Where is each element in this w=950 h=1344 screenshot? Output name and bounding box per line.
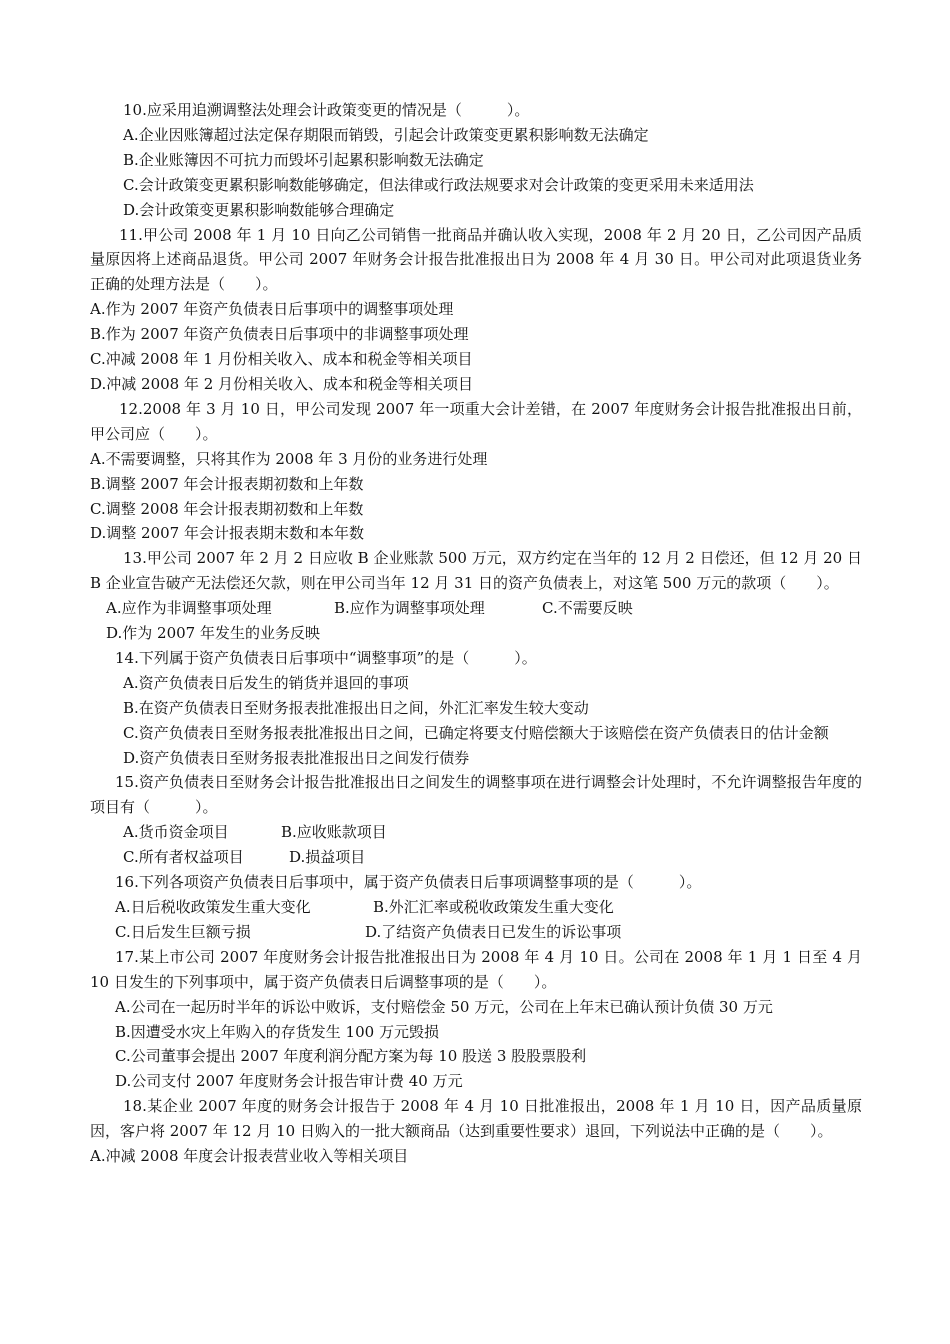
question-15-option-b: B.应收账款项目 (281, 823, 387, 842)
question-15-option-a: A.货币资金项目 (123, 823, 229, 842)
question-13-option-c: C.不需要反映 (542, 599, 633, 618)
question-12-stem: 12.2008 年 3 月 10 日，甲公司发现 2007 年一项重大会计差错，在 2007 年度财务会计报告批准报出日前，甲公司应（ ）。 (90, 399, 862, 443)
question-11-option-a: A.作为 2007 年资产负债表日后事项中的调整事项处理 (90, 300, 454, 319)
question-14-option-c: C.资产负债表日至财务报表批准报出日之间，已确定将要支付赔偿额大于该赔偿在资产负债表日的估计金额 (123, 723, 829, 742)
question-13-options-row (90, 596, 862, 621)
question-18-stem: 18.某企业 2007 年度的财务会计报告于 2008 年 4 月 10 日批准报出，2008 年 1 月 10 日，因产品质量原因，客户将 2007 年 12 月 10 日购入的一批大额商品（达到重要性要求）退回，下列说法中正确的是（ ）。 (90, 1097, 862, 1141)
question-16-option-d: D.了结资产负债表日已发生的诉讼事项 (365, 922, 622, 941)
question-10-stem: 10.应采用追溯调整法处理会计政策变更的情况是（ ）。 (123, 101, 530, 119)
question-11-option-b: B.作为 2007 年资产负债表日后事项中的非调整事项处理 (90, 325, 469, 344)
question-13-option-d: D.作为 2007 年发生的业务反映 (106, 624, 320, 643)
question-10-option-a: A.企业因账簿超过法定保存期限而销毁，引起会计政策变更累积影响数无法确定 (123, 125, 649, 144)
question-12-option-a: A.不需要调整，只将其作为 2008 年 3 月份的业务进行处理 (90, 449, 488, 468)
question-10-option-b: B.企业账簿因不可抗力而毁坏引起累积影响数无法确定 (123, 150, 484, 169)
question-16-option-c: C.日后发生巨额亏损 (115, 922, 251, 941)
question-15-option-c: C.所有者权益项目 (123, 848, 244, 867)
question-17-option-a: A.公司在一起历时半年的诉讼中败诉，支付赔偿金 50 万元，公司在上年末已确认预计负债 30 万元 (115, 997, 773, 1016)
question-10-option-c: C.会计政策变更累积影响数能够确定，但法律或行政法规要求对会计政策的变更采用未来适用法 (123, 175, 754, 194)
question-16-options-row-1 (90, 895, 862, 920)
question-15-options-row-1 (90, 820, 862, 845)
question-16-stem: 16.下列各项资产负债表日后事项中，属于资产负债表日后事项调整事项的是（ ）。 (115, 873, 702, 892)
question-17-option-d: D.公司支付 2007 年度财务会计报告审计费 40 万元 (115, 1072, 463, 1091)
question-10-option-d: D.会计政策变更累积影响数能够合理确定 (123, 200, 395, 219)
question-16-option-a: A.日后税收政策发生重大变化 (115, 898, 311, 916)
question-11-option-d: D.冲减 2008 年 2 月份相关收入、成本和税金等相关项目 (90, 374, 474, 393)
question-12-option-b: B.调整 2007 年会计报表期初数和上年数 (90, 474, 364, 493)
question-14-stem: 14.下列属于资产负债表日后事项中“调整事项”的是（ ）。 (115, 648, 537, 667)
question-14-option-b: B.在资产负债表日至财务报表批准报出日之间，外汇汇率发生较大变动 (123, 698, 589, 717)
question-15-stem: 15.资产负债表日至财务会计报告批准报出日之间发生的调整事项在进行调整会计处理时，不允许调整报告年度的项目有（ ）。 (90, 773, 862, 817)
question-12-option-c: C.调整 2008 年会计报表期初数和上年数 (90, 499, 364, 518)
question-11-stem: 11.甲公司 2008 年 1 月 10 日向乙公司销售一批商品并确认收入实现，2008 年 2 月 20 日，乙公司因产品质量原因将上述商品退货。甲公司 2007 年财务会计报告批准报出日为 2008 年 4 月 30 日。甲公司对此项退货业务正确的处理方法是（ ）。 (90, 225, 862, 294)
question-17-option-b: B.因遭受水灾上年购入的存货发生 100 万元毁损 (115, 1022, 439, 1041)
question-18-option-a: A.冲减 2008 年度会计报表营业收入等相关项目 (90, 1147, 409, 1166)
question-14-option-a: A.资产负债表日后发生的销货并退回的事项 (123, 673, 409, 692)
question-13-option-b: B.应作为调整事项处理 (334, 599, 485, 618)
question-15-options-row-2 (90, 845, 862, 870)
question-13-option-a: A.应作为非调整事项处理 (106, 599, 272, 618)
question-12-option-d: D.调整 2007 年会计报表期末数和本年数 (90, 524, 364, 543)
question-13-stem: 13.甲公司 2007 年 2 月 2 日应收 B 企业账款 500 万元，双方约定在当年的 12 月 2 日偿还，但 12 月 20 日 B 企业宣告破产无法偿还欠款，则在甲公司当年 12 月 31 日的资产负债表上，对这笔 500 万元的款项（ ）。 (90, 549, 862, 593)
question-17-option-c: C.公司董事会提出 2007 年度利润分配方案为每 10 股送 3 股股票股利 (115, 1047, 587, 1066)
question-16-option-b: B.外汇汇率或税收政策发生重大变化 (373, 898, 614, 916)
question-16-options-row-2 (90, 920, 862, 945)
question-17-stem: 17.某上市公司 2007 年度财务会计报告批准报出日为 2008 年 4 月 10 日。公司在 2008 年 1 月 1 日至 4 月 10 日发生的下列事项中，属于资产负债表日后调整事项的是（ ）。 (90, 947, 862, 991)
document-page (90, 98, 862, 1169)
question-15-option-d: D.损益项目 (289, 848, 366, 867)
question-14-option-d: D.资产负债表日至财务报表批准报出日之间发行债券 (123, 748, 470, 767)
question-11-option-c: C.冲减 2008 年 1 月份相关收入、成本和税金等相关项目 (90, 350, 473, 369)
